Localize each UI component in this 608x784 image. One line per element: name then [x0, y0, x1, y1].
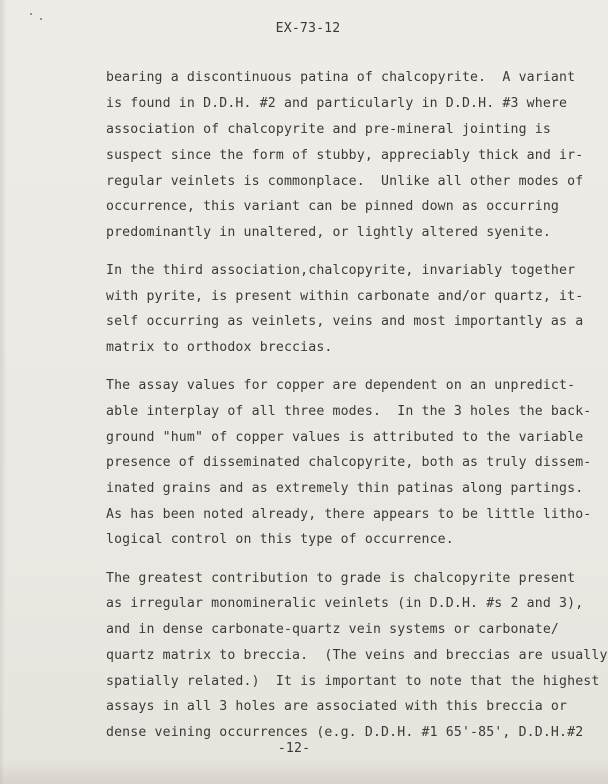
text-line: quartz matrix to breccia. (The veins and breccias are usually [106, 648, 608, 663]
text-line: as irregular monomineralic veinlets (in D.D.H. #s 2 and 3), [106, 596, 584, 611]
text-line: presence of disseminated chalcopyrite, both as truly dissem- [106, 455, 592, 470]
text-line: The assay values for copper are dependent on an unpredict- [106, 378, 576, 393]
text-line: occurrence, this variant can be pinned down as occurring [106, 199, 560, 214]
text-line: spatially related.) It is important to note that the highest [106, 674, 600, 689]
text-line: regular veinlets is commonplace. Unlike all other modes of [106, 174, 584, 189]
text-line: and in dense carbonate-quartz vein systems or carbonate/ [106, 622, 560, 637]
text-line: able interplay of all three modes. In the 3 holes the back- [106, 404, 592, 419]
text-line: dense veining occurrences (e.g. D.D.H. #1 65'-85', D.D.H.#2 [106, 725, 584, 740]
text-line: association of chalcopyrite and pre-mineral jointing is [106, 122, 551, 137]
text-line: As has been noted already, there appears to be little litho- [106, 507, 592, 522]
text-line: In the third association,chalcopyrite, invariably together [106, 263, 576, 278]
text-line: inated grains and as extremely thin patinas along partings. [106, 481, 584, 496]
text-line: self occurring as veinlets, veins and most importantly as a [106, 314, 584, 329]
text-line: assays in all 3 holes are associated with this breccia or [106, 699, 568, 714]
page-number: -12- [277, 741, 311, 756]
paper-speck [40, 18, 42, 20]
text-line: ground "hum" of copper values is attributed to the variable [106, 430, 584, 445]
text-line: suspect since the form of stubby, appreciably thick and ir- [106, 148, 584, 163]
document-header: EX-73-12 [275, 21, 341, 36]
text-line: matrix to orthodox breccias. [106, 340, 333, 355]
page-left-edge [0, 0, 6, 784]
paper-speck [30, 13, 32, 15]
text-line: is found in D.D.H. #2 and particularly in D.D.H. #3 where [106, 96, 568, 111]
text-line: with pyrite, is present within carbonate and/or quartz, it- [106, 289, 584, 304]
text-line: logical control on this type of occurrence. [106, 532, 454, 547]
text-line: The greatest contribution to grade is chalcopyrite present [106, 571, 576, 586]
text-line: bearing a discontinuous patina of chalcopyrite. A variant [106, 70, 576, 85]
text-line: predominantly in unaltered, or lightly altered syenite. [106, 225, 551, 240]
page-bottom-shadow [0, 760, 608, 784]
